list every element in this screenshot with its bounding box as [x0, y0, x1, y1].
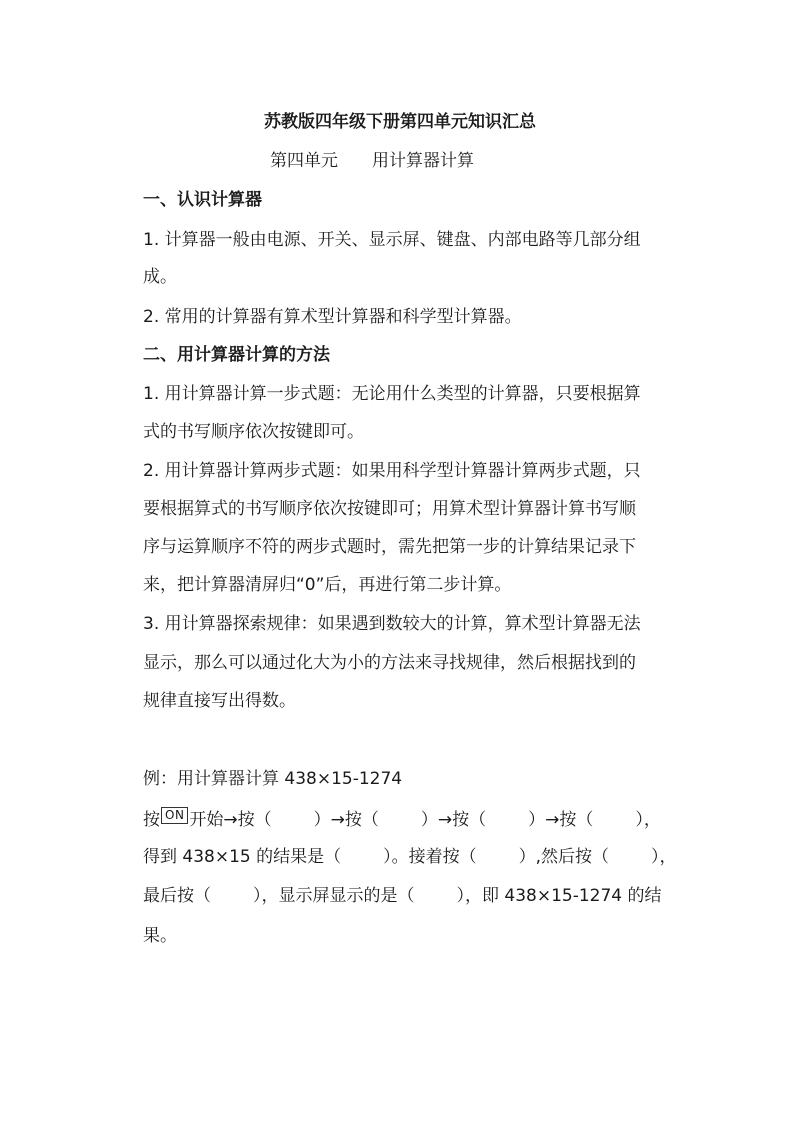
result-text: 得到 438×15 的结果是（: [143, 847, 342, 867]
section1-p1-line1: 1. 计算器一般由电源、开关、显示屏、键盘、内部电路等几部分组: [143, 230, 641, 250]
unit-subtitle: [270, 149, 570, 173]
section2-p1-line2: 式的书写顺序依次按键即可。: [143, 422, 364, 442]
on-key-icon: ON: [161, 807, 188, 824]
unit-label: 第四单元: [270, 151, 338, 171]
example-line2: [143, 807, 663, 832]
next-press-text: ）。接着按（: [383, 847, 477, 867]
section2-p2-line1: 2. 用计算器计算两步式题：如果用科学型计算器计算两步式题，只: [143, 461, 641, 481]
close-comma-text: ），: [635, 810, 661, 830]
section1-p2: 2. 常用的计算器有算术型计算器和科学型计算器。: [143, 307, 522, 327]
section2-p3-line1: 3. 用计算器探索规律：如果遇到数较大的计算，算术型计算器无法: [143, 614, 641, 634]
section2-p1-line1: 1. 用计算器计算一步式题：无论用什么类型的计算器，只要根据算: [143, 384, 641, 404]
start-press-text: 开始→按（: [189, 810, 272, 830]
section2-p2-line4: 来，把计算器清屏归“0”后，再进行第二步计算。: [143, 575, 512, 595]
section2-p3-line3: 规律直接写出得数。: [143, 691, 296, 711]
arrow-press-text: ）→按（: [313, 810, 379, 830]
example-line3: [143, 845, 677, 869]
example-line4: [143, 884, 663, 908]
section1-p1-line2: 成。: [143, 267, 177, 287]
then-press-text: ）,然后按（: [518, 847, 610, 867]
section2-p3-line2: 显示，那么可以通过化大为小的方法来寻找规律，然后根据找到的: [143, 653, 636, 673]
section2-p2-line2: 要根据算式的书写顺序依次按键即可；用算术型计算器计算书写顺: [143, 499, 636, 519]
close-comma-text: ），: [651, 847, 677, 867]
section1-heading: 一、认识计算器: [143, 190, 262, 210]
finally-press-text: 最后按（: [143, 886, 211, 906]
unit-name: 用计算器计算: [372, 151, 474, 171]
section2-p2-line3: 序与运算顺序不符的两步式题时，需先把第一步的计算结果记录下: [143, 537, 636, 557]
arrow-press-text: ）→按（: [420, 810, 487, 830]
arrow-press-text: ）→按（: [528, 810, 594, 830]
example-line5: 果。: [143, 926, 177, 946]
document-title: 苏教版四年级下册第四单元知识汇总: [264, 112, 536, 132]
equals-result-text: ），即 438×15-1274 的结: [456, 886, 662, 906]
example-line1: 例：用计算器计算 438×15-1274: [143, 769, 403, 789]
section2-heading: 二、用计算器计算的方法: [143, 345, 330, 365]
press-text: 按: [143, 810, 160, 830]
display-shows-text: ），显示屏显示的是（: [253, 886, 415, 906]
